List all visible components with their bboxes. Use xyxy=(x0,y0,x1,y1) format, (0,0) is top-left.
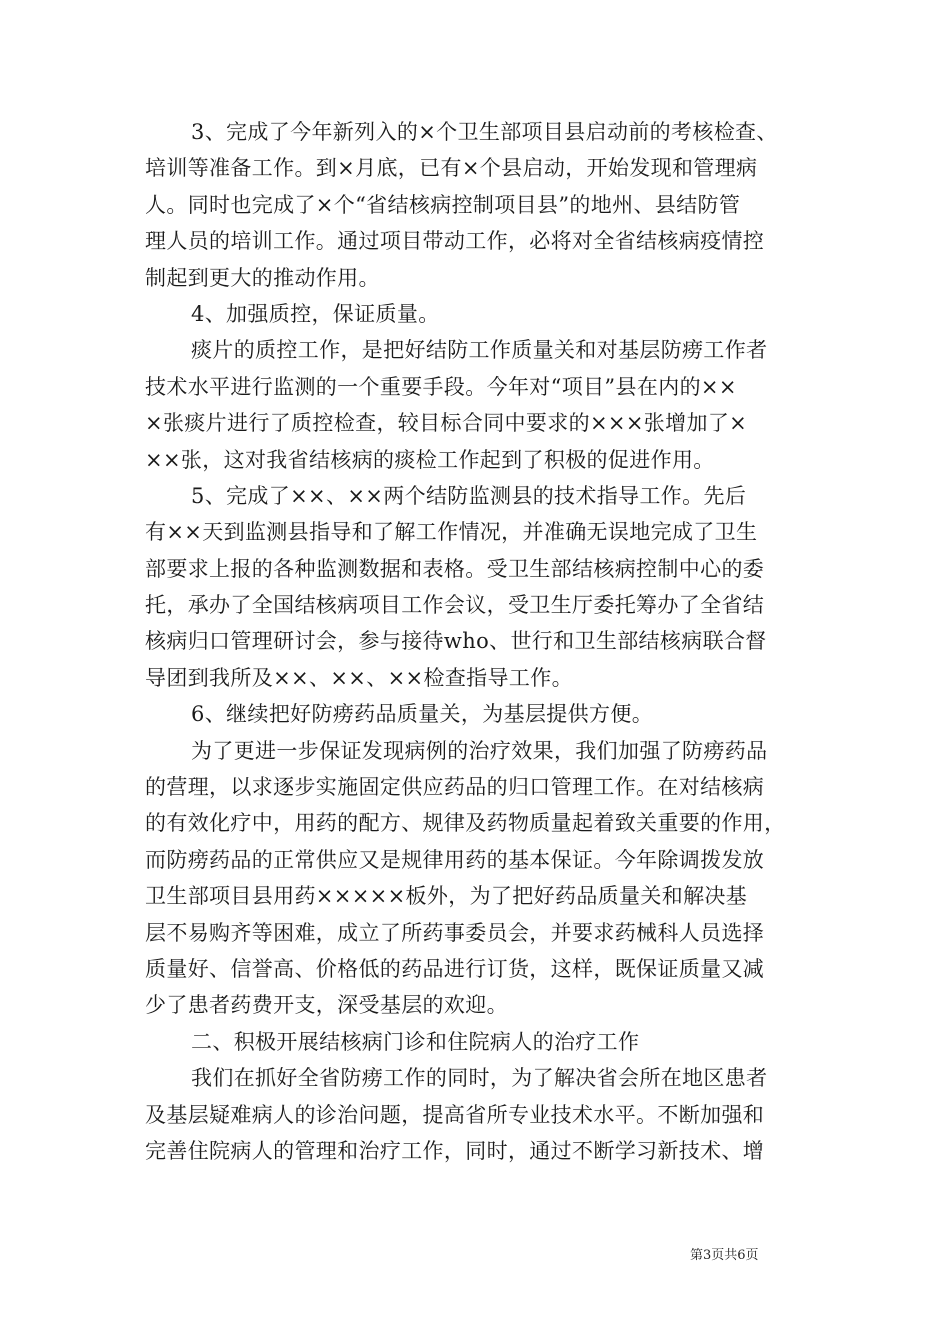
text-line: ×张痰片进行了质控检查，较目标合同中要求的×××张增加了× xyxy=(145,411,748,436)
text-line: 而防痨药品的正常供应又是规律用药的基本保证。今年除调拨发放 xyxy=(145,847,765,872)
section-heading: 二、积极开展结核病门诊和住院病人的治疗工作 xyxy=(191,1029,640,1054)
page-number: 第3页共6页 xyxy=(690,1248,759,1263)
text-line: 培训等准备工作。到×月底，已有×个县启动，开始发现和管理病 xyxy=(145,156,758,181)
text-line: 为了更进一步保证发现病例的治疗效果，我们加强了防痨药品 xyxy=(191,738,768,763)
text-line: 质量好、信誉高、价格低的药品进行订货，这样，既保证质量又减 xyxy=(145,956,765,981)
body-text xyxy=(145,114,813,1169)
text-line: 的营理，以求逐步实施固定供应药品的归口管理工作。在对结核病 xyxy=(145,775,765,800)
text-line: 核病归口管理研讨会，参与接待who、世行和卫生部结核病联合督 xyxy=(145,629,767,654)
text-line: ××张，这对我省结核病的痰检工作起到了积极的促进作用。 xyxy=(145,447,715,472)
text-line: 卫生部项目县用药×××××板外，为了把好药品质量关和解决基 xyxy=(145,884,748,909)
text-line: 托，承办了全国结核病项目工作会议，受卫生厅委托筹办了全省结 xyxy=(145,593,765,618)
text-line: 及基层疑难病人的诊治问题，提高省所专业技术水平。不断加强和 xyxy=(145,1102,765,1127)
text-line: 有××天到监测县指导和了解工作情况，并准确无误地完成了卫生 xyxy=(145,520,758,545)
text-line: 层不易购齐等困难，成立了所药事委员会，并要求药械科人员选择 xyxy=(145,920,765,945)
section-heading: 4、加强质控，保证质量。 xyxy=(191,301,440,326)
text-line: 少了患者药费开支，深受基层的欢迎。 xyxy=(145,993,508,1018)
text-line: 3、完成了今年新列入的×个卫生部项目县启动前的考核检查、 xyxy=(191,120,778,144)
text-line: 理人员的培训工作。通过项目带动工作，必将对全省结核病疫情控 xyxy=(145,229,765,254)
text-line: 痰片的质控工作，是把好结防工作质量关和对基层防痨工作者 xyxy=(191,338,768,363)
section-heading: 6、继续把好防痨药品质量关，为基层提供方便。 xyxy=(191,702,654,727)
text-line: 人。同时也完成了×个“省结核病控制项目县”的地州、县结防管 xyxy=(145,192,741,217)
text-line: 导团到我所及××、××、××检查指导工作。 xyxy=(145,665,573,690)
text-line: 我们在抓好全省防痨工作的同时，为了解决省会所在地区患者 xyxy=(191,1066,768,1091)
text-line: 技术水平进行监测的一个重要手段。今年对“项目”县在内的×× xyxy=(145,374,737,399)
text-line: 的有效化疗中，用药的配方、规律及药物质量起着致关重要的作用， xyxy=(145,811,786,836)
text-line: 完善住院病人的管理和治疗工作，同时，通过不断学习新技术、增 xyxy=(145,1138,765,1163)
text-line: 部要求上报的各种监测数据和表格。受卫生部结核病控制中心的委 xyxy=(145,556,765,581)
text-line: 5、完成了××、××两个结防监测县的技术指导工作。先后 xyxy=(191,483,747,508)
text-line: 制起到更大的推动作用。 xyxy=(145,265,380,290)
